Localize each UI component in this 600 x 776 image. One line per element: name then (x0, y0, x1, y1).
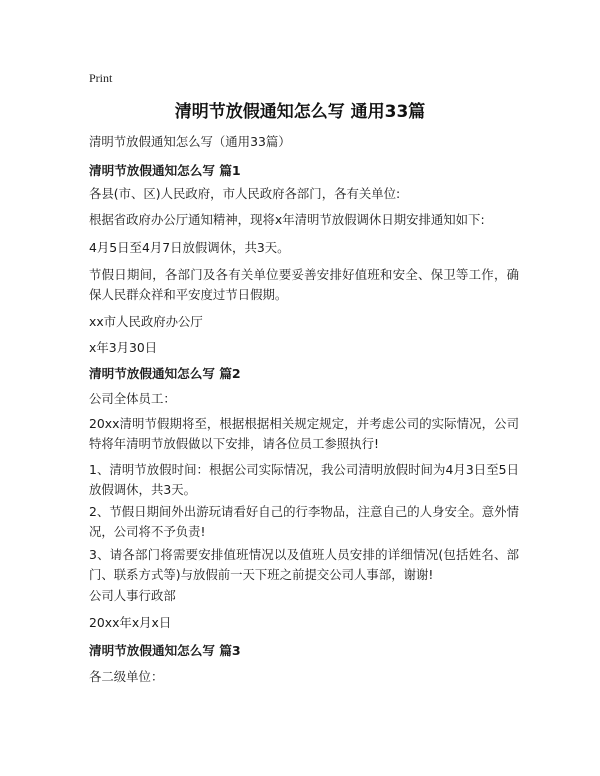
section-3-line-1: 各二级单位： (89, 669, 164, 684)
section-2-line-1: 公司全体员工： (89, 391, 176, 406)
section-2-line-3: 1、清明节放假时间：根据公司实际情况，我公司清明放假时间为4月3日至5日放假调休，共3天。 (89, 462, 519, 497)
section-1-heading: 清明节放假通知怎么写 篇1 (89, 163, 241, 178)
section-3-heading: 清明节放假通知怎么写 篇3 (89, 643, 241, 658)
section-2-line-6: 公司人事行政部 (89, 588, 176, 603)
print-label[interactable]: Print (89, 71, 113, 85)
section-2-line-5: 3、请各部门将需要安排值班情况以及值班人员安排的详细情况(包括姓名、部门、联系方式等)与放假前一天下班之前提交公司人事部，谢谢! (89, 547, 519, 582)
section-2-line-7: 20xx年x月x日 (89, 615, 172, 630)
section-1-line-3: 4月5日至4月7日放假调休，共3天。 (89, 240, 290, 255)
section-1-line-4: 节假日期间，各部门及各有关单位要妥善安排好值班和安全、保卫等工作，确保人民群众祥和平安度过节日假期。 (89, 267, 519, 302)
intro-line: 清明节放假通知怎么写（通用33篇） (89, 134, 291, 149)
section-1-line-5: xx市人民政府办公厅 (89, 314, 203, 329)
section-2-line-4: 2、节假日期间外出游玩请看好自己的行李物品，注意自己的人身安全。意外情况，公司将不予负责! (89, 504, 519, 539)
section-2-heading: 清明节放假通知怎么写 篇2 (89, 366, 241, 381)
section-1-line-2: 根据省政府办公厅通知精神，现将x年清明节放假调休日期安排通知如下: (89, 212, 485, 227)
section-1-line-1: 各县(市、区)人民政府，市人民政府各部门，各有关单位: (89, 186, 401, 201)
section-2-line-2: 20xx清明节假期将至，根据根据相关规定规定，并考虑公司的实际情况，公司特将年清明节放假做以下安排，请各位员工参照执行! (89, 416, 519, 451)
page-title: 清明节放假通知怎么写 通用33篇 (174, 102, 426, 122)
section-1-line-6: x年3月30日 (89, 340, 158, 355)
